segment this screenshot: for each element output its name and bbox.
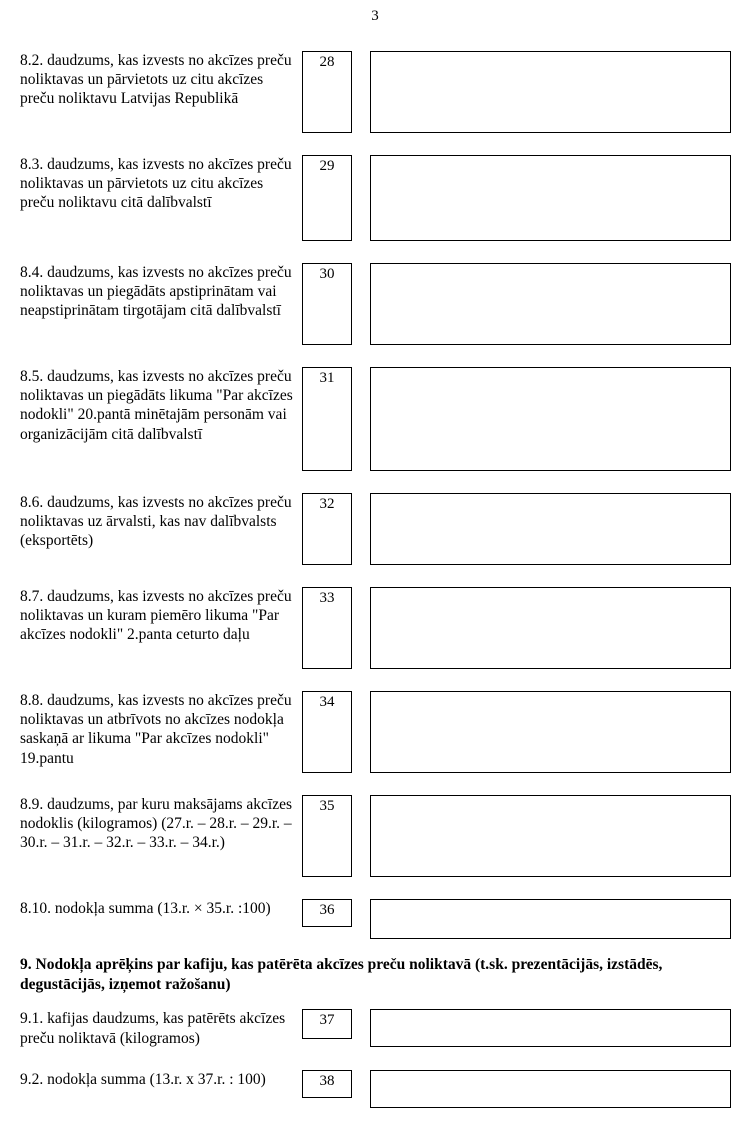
row-value-field[interactable] xyxy=(370,493,731,565)
row-label: 8.5. daudzums, kas izvests no akcīzes preču noliktavas un piegādāts likuma "Par akcīzes nodokli" 20.pantā minētajām personām vai organizācijām citā dalībvalstī xyxy=(20,368,293,443)
row-code: 34 xyxy=(319,694,335,710)
row-code-box xyxy=(302,493,352,565)
row-value-field[interactable] xyxy=(370,795,731,877)
row-value-field[interactable] xyxy=(370,263,731,345)
row-code: 38 xyxy=(319,1072,335,1089)
row-label: 8.7. daudzums, kas izvests no akcīzes preču noliktavas un kuram piemēro likuma "Par akcīzes nodokli" 2.panta ceturto daļu xyxy=(20,588,292,644)
form-row-8-9 xyxy=(20,795,731,877)
row-value-field[interactable] xyxy=(370,51,731,133)
form-row-8-2 xyxy=(20,51,731,133)
page-number: 3 xyxy=(371,8,379,24)
form-row-8-4 xyxy=(20,263,731,345)
row-label: 8.3. daudzums, kas izvests no akcīzes preču noliktavas un pārvietots uz citu akcīzes preču noliktavu citā dalībvalstī xyxy=(20,156,292,212)
row-label: 8.2. daudzums, kas izvests no akcīzes preču noliktavas un pārvietots uz citu akcīzes preču noliktavu Latvijas Republikā xyxy=(20,52,292,108)
row-value-field[interactable] xyxy=(370,1070,731,1108)
row-code-box xyxy=(302,587,352,669)
row-code-box xyxy=(302,899,352,927)
form-content xyxy=(0,25,750,1108)
row-label: 9.1. kafijas daudzums, kas patērēts akcīzes preču noliktavā (kilogramos) xyxy=(20,1010,286,1047)
form-row-8-3 xyxy=(20,155,731,241)
row-value-field[interactable] xyxy=(370,367,731,471)
row-code-box xyxy=(302,51,352,133)
row-code-box xyxy=(302,155,352,241)
row-value-field[interactable] xyxy=(370,155,731,241)
row-value-field[interactable] xyxy=(370,587,731,669)
row-code-box xyxy=(302,263,352,345)
row-code-box xyxy=(302,367,352,471)
row-value-field[interactable] xyxy=(370,691,731,773)
row-code: 31 xyxy=(319,370,335,386)
row-code: 36 xyxy=(319,902,335,918)
form-row-8-5 xyxy=(20,367,731,471)
row-code-box xyxy=(302,1009,352,1039)
row-value-field[interactable] xyxy=(370,899,731,939)
row-code: 33 xyxy=(319,590,335,606)
row-code: 30 xyxy=(319,266,335,282)
section-9-heading: 9. Nodokļa aprēķins par kafiju, kas patērēta akcīzes preču noliktavā (t.sk. prezentācijās, izstādēs, degustācijās, izņemot ražošanu) xyxy=(20,956,663,994)
row-code-box xyxy=(302,795,352,877)
form-row-8-8 xyxy=(20,691,731,773)
row-label: 8.8. daudzums, kas izvests no akcīzes preču noliktavas un atbrīvots no akcīzes nodokļa saskaņā ar likuma "Par akcīzes nodokli" 19.pantu xyxy=(20,692,292,767)
row-code: 35 xyxy=(319,798,335,814)
form-row-8-7 xyxy=(20,587,731,669)
form-row-8-10 xyxy=(20,899,731,939)
row-code: 32 xyxy=(319,496,335,512)
row-code-box xyxy=(302,691,352,773)
row-value-field[interactable] xyxy=(370,1009,731,1047)
row-code: 29 xyxy=(319,158,335,174)
row-label: 8.6. daudzums, kas izvests no akcīzes preču noliktavas uz ārvalsti, kas nav dalībvalsts (eksportēts) xyxy=(20,494,292,550)
form-row-8-6 xyxy=(20,493,731,565)
row-code-box xyxy=(302,1070,352,1098)
row-label: 8.10. nodokļa summa (13.r. × 35.r. :100) xyxy=(20,900,271,917)
row-code: 28 xyxy=(319,54,335,70)
row-label: 8.9. daudzums, par kuru maksājams akcīzes nodoklis (kilogramos) (27.r. – 28.r. – 29.r. – 30.r. – 31.r. – 32.r. – 33.r. – 34.r.) xyxy=(20,796,293,852)
row-label: 8.4. daudzums, kas izvests no akcīzes preču noliktavas un piegādāts apstiprinātam vai neapstiprinātam tirgotājam citā dalībvalstī xyxy=(20,264,292,320)
row-code: 37 xyxy=(319,1012,335,1029)
form-row-9-2 xyxy=(20,1070,731,1108)
form-row-9-1 xyxy=(20,1009,731,1047)
row-label: 9.2. nodokļa summa (13.r. x 37.r. : 100) xyxy=(20,1070,266,1088)
